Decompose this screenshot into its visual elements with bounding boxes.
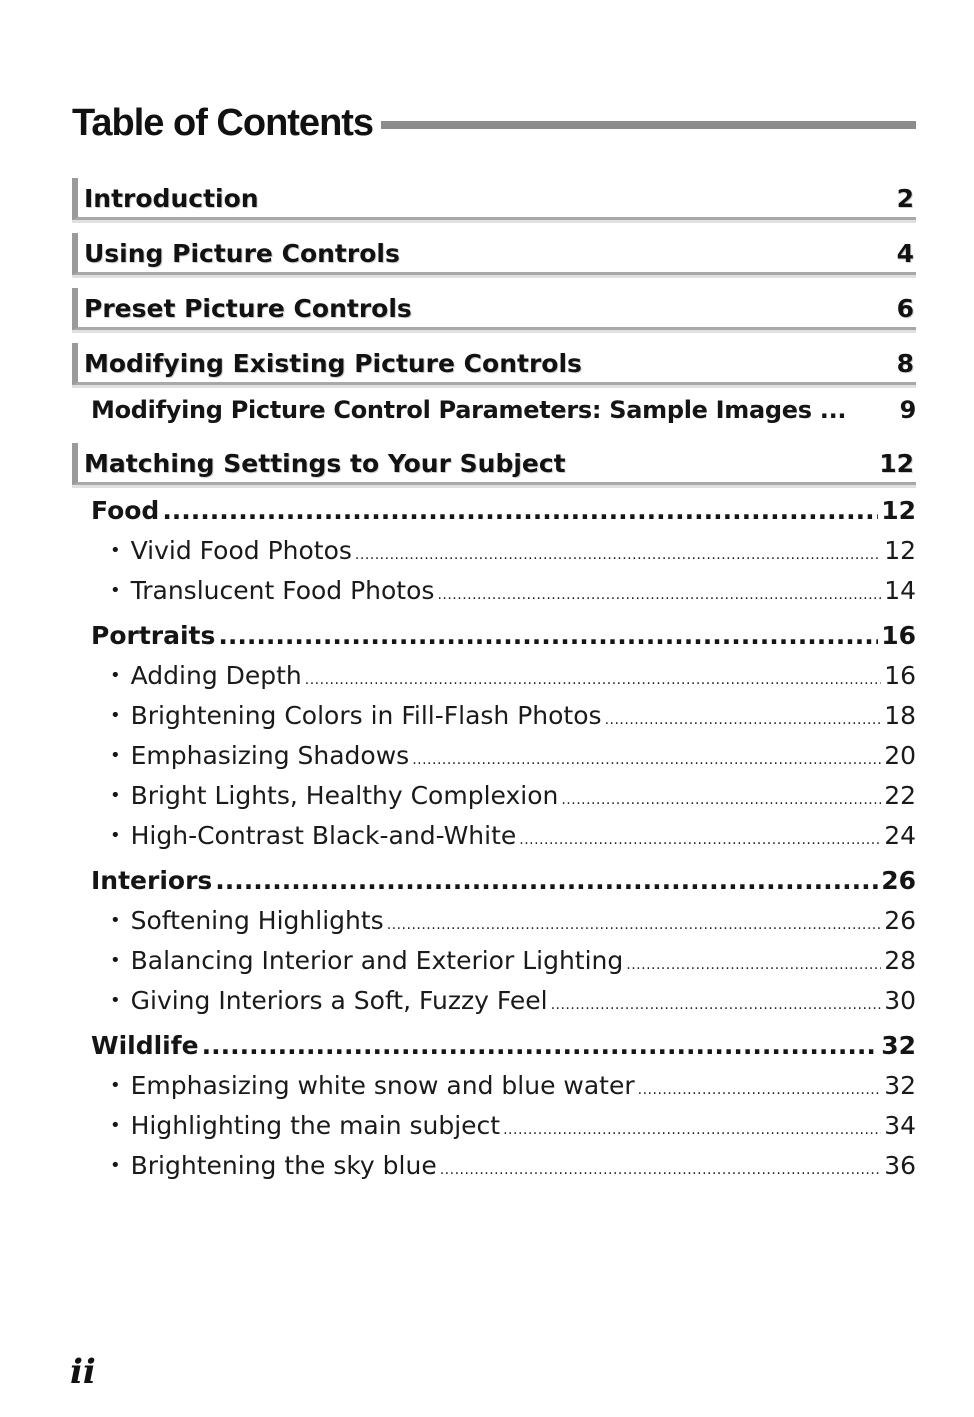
dot-leader	[437, 587, 881, 603]
bullet: •	[110, 1115, 121, 1136]
entry-page: 24	[884, 821, 916, 850]
bullet: •	[110, 580, 121, 601]
bullet: •	[110, 785, 121, 806]
entry-softening-highlights[interactable]	[110, 906, 916, 942]
bullet: •	[110, 950, 121, 971]
entry-vivid-food-photos[interactable]	[110, 536, 916, 572]
chapter-matching-settings[interactable]	[72, 443, 916, 485]
entry-brightening-sky-blue[interactable]	[110, 1151, 916, 1187]
entry-page: 22	[884, 781, 916, 810]
chapter-title: Matching Settings to Your Subject	[84, 449, 566, 478]
bullet: •	[110, 705, 121, 726]
chapter-preset-picture-controls[interactable]	[72, 288, 916, 330]
entry-title: Softening Highlights	[130, 906, 384, 935]
entry-page: 14	[884, 576, 916, 605]
chapter-title: Preset Picture Controls	[84, 294, 412, 323]
entry-adding-depth[interactable]	[110, 661, 916, 697]
dot-leader	[440, 1162, 881, 1178]
entry-snow-and-water[interactable]	[110, 1071, 916, 1107]
section-title: Wildlife	[91, 1031, 199, 1060]
entry-emphasizing-shadows[interactable]	[110, 741, 916, 777]
bullet: •	[110, 910, 121, 931]
entry-page: 18	[884, 701, 916, 730]
entry-title: Highlighting the main subject	[130, 1111, 501, 1140]
chapter-using-picture-controls[interactable]	[72, 233, 916, 275]
entry-page: 28	[884, 946, 916, 975]
entry-soft-fuzzy-feel[interactable]	[110, 986, 916, 1022]
dot-leader	[626, 957, 881, 973]
section-food[interactable]	[91, 496, 916, 532]
dot-leader	[202, 1031, 879, 1060]
dot-leader	[218, 621, 878, 650]
entry-title: Adding Depth	[130, 661, 302, 690]
chapter-page: 12	[879, 449, 914, 478]
entry-bright-lights-healthy-complexion[interactable]	[110, 781, 916, 817]
bullet: •	[110, 825, 121, 846]
section-title: Interiors	[91, 866, 213, 895]
entry-title: Translucent Food Photos	[130, 576, 435, 605]
dot-leader	[355, 547, 881, 563]
entry-page: 20	[884, 741, 916, 770]
chapter-title: Using Picture Controls	[84, 239, 400, 268]
entry-title: Balancing Interior and Exterior Lighting	[130, 946, 624, 975]
entry-brightening-colors-fill-flash[interactable]	[110, 701, 916, 737]
entry-title: High-Contrast Black-and-White	[130, 821, 517, 850]
page-title: Table of Contents	[72, 101, 374, 144]
chapter-modifying-existing[interactable]	[72, 343, 916, 385]
entry-page: 9	[899, 396, 916, 424]
bullet: •	[110, 540, 121, 561]
chapter-page: 6	[896, 294, 914, 323]
entry-title: Giving Interiors a Soft, Fuzzy Feel	[130, 986, 548, 1015]
entry-title: Vivid Food Photos	[130, 536, 352, 565]
entry-title: Brightening Colors in Fill-Flash Photos	[130, 701, 602, 730]
toc-header	[72, 98, 916, 148]
chapter-page: 4	[896, 239, 914, 268]
chapter-title: Modifying Existing Picture Controls	[84, 349, 582, 378]
section-portraits[interactable]	[91, 621, 916, 657]
entry-highlighting-main-subject[interactable]	[110, 1111, 916, 1147]
entry-page: 30	[884, 986, 916, 1015]
dot-leader	[638, 1082, 882, 1098]
dot-leader	[605, 712, 882, 728]
title-rule	[381, 121, 916, 129]
section-interiors[interactable]	[91, 866, 916, 902]
section-page: 12	[881, 496, 916, 525]
chapter-page: 8	[896, 349, 914, 378]
entry-translucent-food-photos[interactable]	[110, 576, 916, 612]
section-page: 16	[881, 621, 916, 650]
dot-leader	[519, 832, 881, 848]
section-title: Portraits	[91, 621, 216, 650]
chapter-title: Introduction	[84, 184, 259, 213]
dot-leader	[305, 672, 881, 688]
entry-page: 12	[884, 536, 916, 565]
dot-leader	[162, 496, 878, 525]
entry-title: Bright Lights, Healthy Complexion	[130, 781, 559, 810]
dot-leader	[215, 866, 878, 895]
dot-leader	[561, 792, 881, 808]
bullet: •	[110, 665, 121, 686]
dot-leader	[387, 917, 882, 933]
entry-title: Brightening the sky blue	[130, 1151, 437, 1180]
dot-leader	[551, 997, 882, 1013]
dot-leader	[503, 1122, 881, 1138]
chapter-introduction[interactable]	[72, 178, 916, 220]
page-number: ii	[70, 1352, 96, 1392]
bullet: •	[110, 990, 121, 1011]
entry-page: 36	[884, 1151, 916, 1180]
section-wildlife[interactable]	[91, 1031, 916, 1067]
bullet: •	[110, 1155, 121, 1176]
entry-title: Modifying Picture Control Parameters: Sample Images ...	[91, 396, 847, 424]
bullet: •	[110, 1075, 121, 1096]
section-title: Food	[91, 496, 160, 525]
entry-high-contrast-bw[interactable]	[110, 821, 916, 857]
entry-page: 32	[884, 1071, 916, 1100]
entry-sample-images[interactable]	[91, 396, 916, 424]
entry-balancing-interior-exterior[interactable]	[110, 946, 916, 982]
dot-leader	[412, 752, 881, 768]
section-page: 32	[881, 1031, 916, 1060]
entry-page: 26	[884, 906, 916, 935]
chapter-page: 2	[896, 184, 914, 213]
entry-page: 16	[884, 661, 916, 690]
entry-title: Emphasizing white snow and blue water	[130, 1071, 635, 1100]
bullet: •	[110, 745, 121, 766]
section-page: 26	[881, 866, 916, 895]
entry-page: 34	[884, 1111, 916, 1140]
entry-title: Emphasizing Shadows	[130, 741, 410, 770]
